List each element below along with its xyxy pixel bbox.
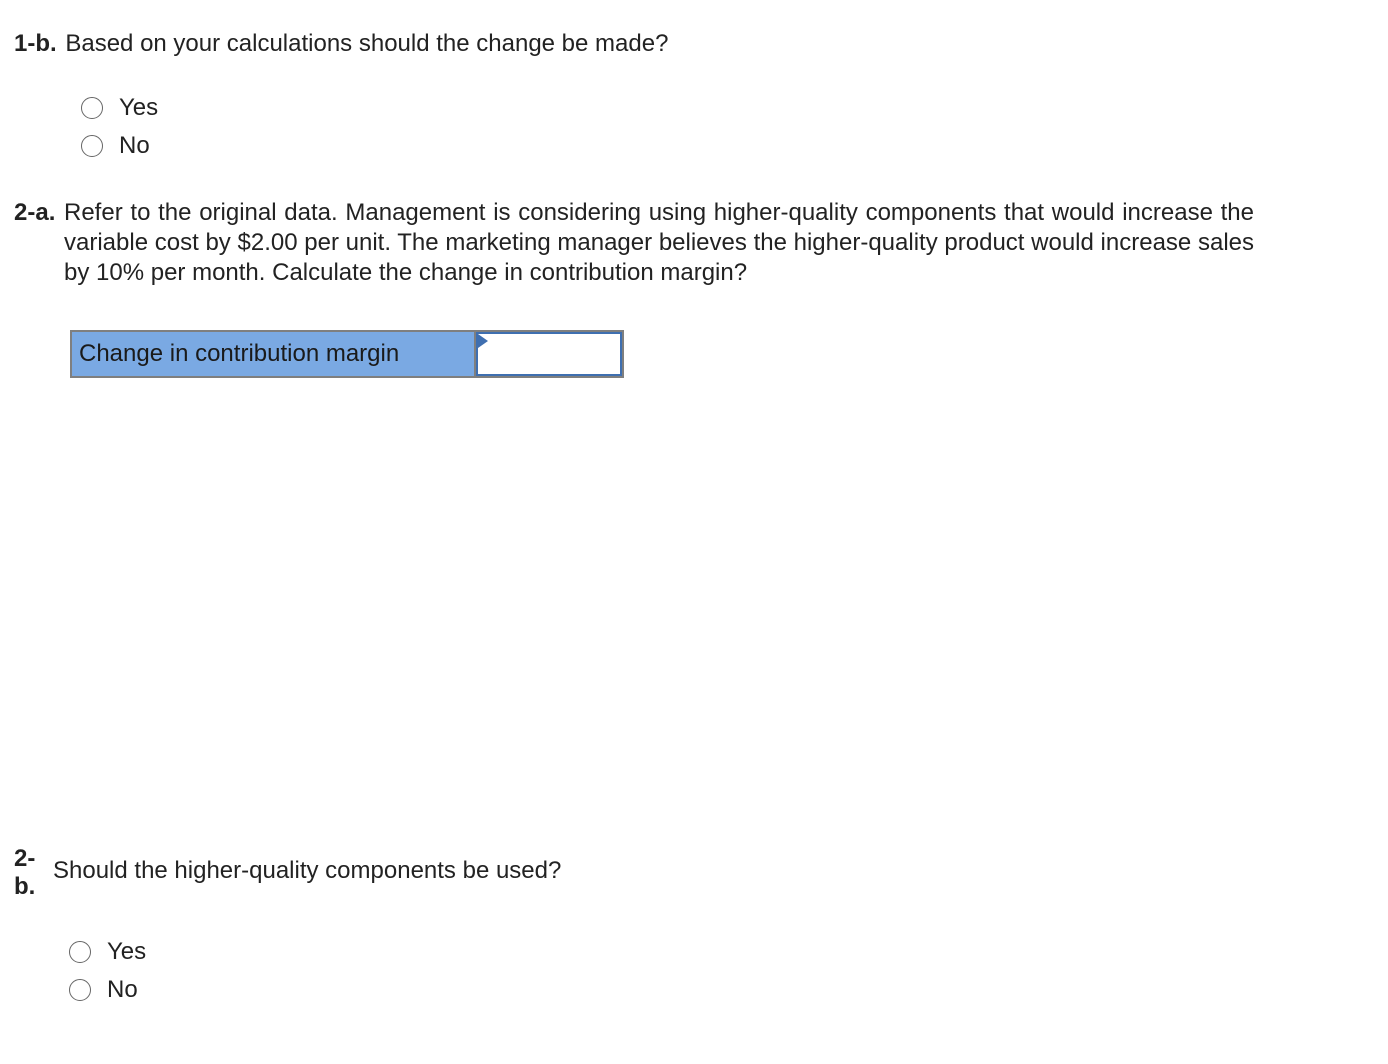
change-in-contribution-margin-cell[interactable]: [476, 332, 622, 376]
contribution-margin-table: [70, 330, 624, 378]
question-1b-text: Based on your calculations should the change be made?: [65, 30, 669, 57]
question-2a-text: Refer to the original data. Management is considering using higher-quality components that would increase the variable cost by $2.00 per unit. The marketing manager believes the higher-quality product would increase sales by 10% per month. Calculate the change in contribution margin?: [64, 199, 1254, 286]
question-2b-options: [69, 933, 146, 1009]
question-2b-option-no[interactable]: [69, 971, 146, 1009]
question-1b-label: 1-b.: [14, 30, 57, 57]
radio-button-no[interactable]: [69, 979, 91, 1001]
option-label-no[interactable]: No: [119, 132, 150, 159]
option-label-yes[interactable]: Yes: [107, 938, 147, 965]
question-1b-option-no[interactable]: [81, 127, 158, 165]
cell-marker-icon: [478, 334, 488, 348]
option-label-yes[interactable]: Yes: [119, 94, 159, 121]
radio-button-no[interactable]: [81, 135, 103, 157]
change-in-contribution-margin-label: Change in contribution margin: [72, 332, 476, 376]
question-2b-option-yes[interactable]: [69, 933, 146, 971]
change-in-contribution-margin-input[interactable]: [478, 334, 620, 374]
question-2b-label-line2: b.: [14, 873, 36, 900]
option-label-no[interactable]: No: [107, 976, 138, 1003]
radio-button-yes[interactable]: [81, 97, 103, 119]
question-2b-label-line1: 2-: [14, 845, 36, 872]
question-2a-label: 2-a.: [14, 199, 56, 226]
question-2a: [14, 198, 1254, 288]
question-1b-option-yes[interactable]: [81, 89, 158, 127]
question-2b-label: [14, 845, 44, 901]
question-1b-options: [81, 89, 158, 165]
question-2b-text: Should the higher-quality components be used?: [53, 857, 562, 884]
radio-button-yes[interactable]: [69, 941, 91, 963]
question-1b: [14, 28, 668, 60]
